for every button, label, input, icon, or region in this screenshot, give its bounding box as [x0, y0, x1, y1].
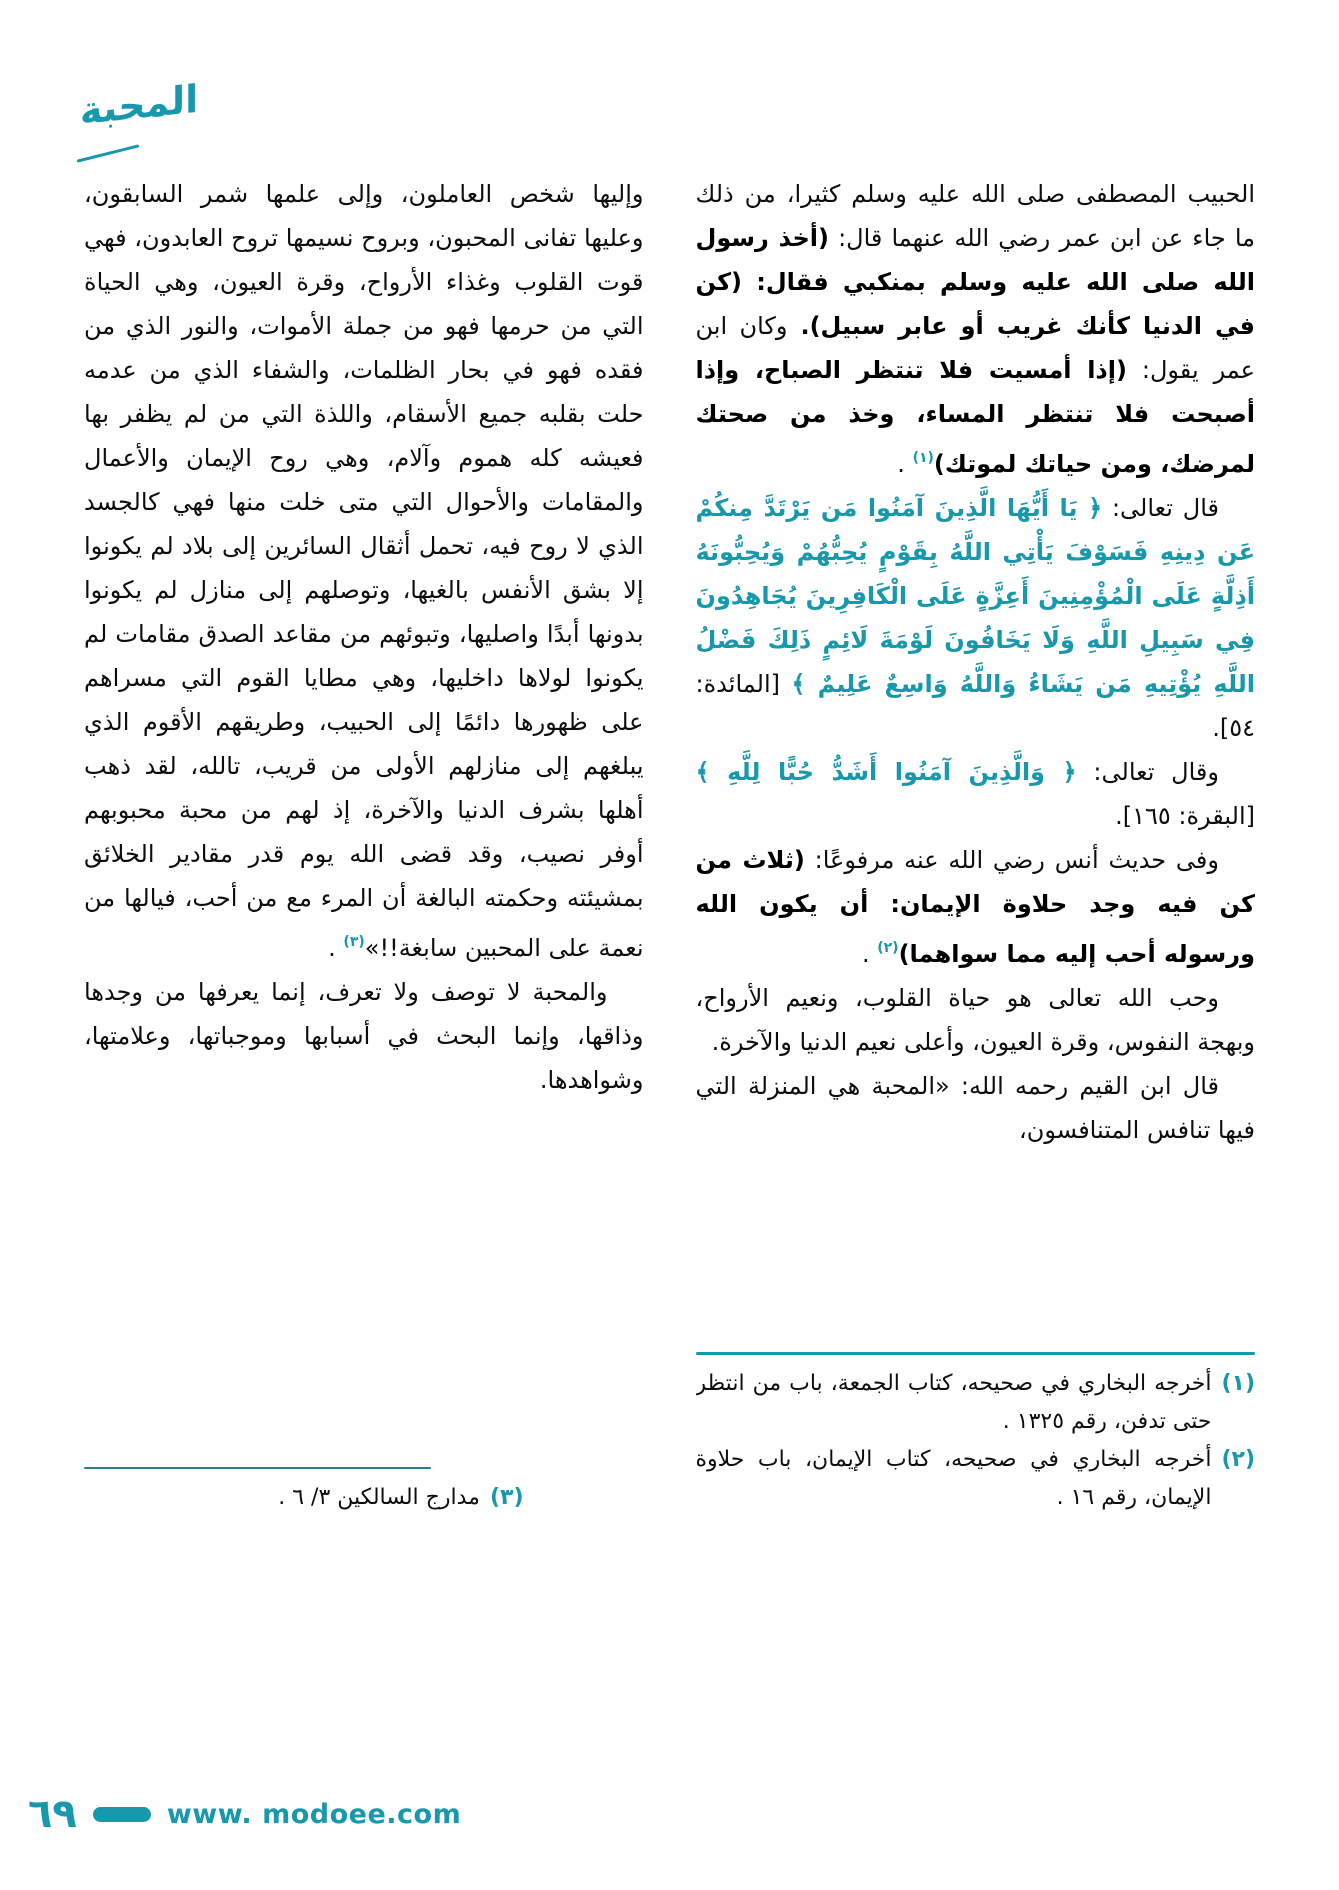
logo-swash-line — [77, 144, 140, 162]
page-footer — [28, 1791, 462, 1837]
footnote — [696, 1365, 1256, 1441]
text-run: . — [328, 934, 344, 962]
text-run: . — [861, 940, 878, 968]
website-url: www. modoee.com — [166, 1798, 462, 1830]
paragraph — [696, 838, 1256, 976]
text-run: الحبيب المصطفى صلى الله عليه وسلم كثيرا، من ذلك ما جاء عن ابن عمر رضي الله عنهما قال: — [695, 180, 1255, 252]
text-columns — [84, 172, 1255, 1517]
text-run: وحب الله تعالى هو حياة القلوب، ونعيم الأرواح، وبهجة النفوس، وقرة العيون، وأعلى نعيم الدنيا والآخرة. — [695, 984, 1255, 1056]
footnote — [84, 1479, 644, 1517]
emphasized-text: (أخذ رسول الله صلى الله عليه وسلم بمنكبي فقال: (كن في الدنيا كأنك غريب أو عابر سبيل). — [695, 224, 1255, 340]
emphasized-text: (ثلاث من كن فيه وجد حلاوة الإيمان: أن يكون الله ورسوله أحب إليه مما سواهما) — [695, 846, 1255, 968]
footnote-ref: (٣) — [343, 934, 365, 950]
footnote-text: أخرجه البخاري في صحيحه، كتاب الإيمان، باب حلاوة الإيمان، رقم ١٦ . — [695, 1447, 1212, 1510]
footnote-number: (٢) — [1221, 1447, 1255, 1472]
footnote-text: مدارج السالكين ٣/ ٦ . — [278, 1485, 480, 1510]
paragraph — [84, 172, 644, 970]
paragraph — [696, 976, 1256, 1064]
paragraph — [696, 486, 1256, 750]
text-run: . — [897, 450, 913, 478]
footnote-ref: (٢) — [877, 940, 899, 956]
footnote-separator-short — [84, 1467, 431, 1469]
page-number: ٦٩ — [28, 1791, 77, 1837]
text-run: قال ابن القيم رحمه الله: «المحبة هي المنزلة التي فيها تنافس المتنافسون، — [695, 1072, 1255, 1144]
footnotes-secondary — [84, 1461, 644, 1517]
text-run: وفى حديث أنس رضي الله عنه مرفوعًا: — [804, 846, 1219, 874]
footnotes-primary — [696, 1346, 1256, 1517]
text-run: [المائدة: ٥٤]. — [695, 670, 1255, 742]
paragraph — [696, 750, 1256, 838]
emphasized-text: (إذا أمسيت فلا تنتظر الصباح، وإذا أصبحت فلا تنتظر المساء، وخذ من صحتك لمرضك، ومن حياتك لموتك) — [695, 356, 1255, 478]
quran-verse: ﴿ وَالَّذِينَ آمَنُوا أَشَدُّ حُبًّا لِلَّهِ ﴾ — [695, 758, 1077, 786]
footer-accent-bar — [93, 1807, 151, 1822]
footnote-number: (١) — [1221, 1371, 1255, 1396]
text-run: قال تعالى: — [1102, 494, 1219, 522]
text-run: والمحبة لا توصف ولا تعرف، إنما يعرفها من وجدها وذاقها، وإنما البحث في أسبابها وموجباتها، وعلامتها، وشواهدها. — [84, 978, 644, 1094]
column-secondary-text — [84, 172, 644, 1102]
column-primary-text — [696, 172, 1256, 1152]
text-run: وكان ابن عمر يقول: — [695, 312, 1255, 384]
footnote-number: (٣) — [489, 1485, 524, 1510]
footnote-list-primary — [696, 1365, 1256, 1517]
text-run: وإليها شخص العاملون، وإلى علمها شمر السابقون، وعليها تفانى المحبون، وبروح نسيمها تروح العابدون، فهي قوت القلوب وغذاء الأرواح، وقرة العيون، وهي الحياة التي من حرمها فهو من جملة الأموات، والنور الذي من فقده فهو في بحار الظلمات، والشفاء الذي من عدمه حلت بقلبه جميع الأسقام، واللذة التي من لم يظفر بها فعيشه كله هموم وآلام، وهي روح الإيمان والأعمال والمقامات والأحوال التي متى خلت منها فهي كالجسد الذي لا روح فيه، تحمل أثقال السائرين إلى بلاد لم يكونوا إلا بشق الأنفس بالغيها، وتوصلهم إلى منازل لم يكونوا بدونها أبدًا واصليها، وتبوئهم من مقاعد الصدق مقامات لم يكونوا لولاها داخليها، وهي مطايا القوم التي مسراهم على ظهورها دائمًا إلى الحبيب، وطريقهم الأقوم الذي يبلغهم إلى منازلهم الأولى من قريب، تالله، لقد ذهب أهلها بشرف الدنيا والآخرة، إذ لهم من محبة محبوبهم أوفر نصيب، وقد قضى الله يوم قدر مقادير الخلائق بمشيئته وحكمته البالغة أن المرء مع من أحب، فيالها من نعمة على المحبين سابغة!!» — [84, 180, 644, 962]
text-run: [البقرة: ١٦٥]. — [1115, 802, 1255, 830]
footnote-separator — [696, 1352, 1256, 1355]
column-primary — [696, 172, 1256, 1517]
paragraph — [696, 172, 1256, 486]
section-logo: المحبة — [80, 76, 199, 134]
footnote-ref: (١) — [912, 450, 934, 466]
quran-verse: ﴿ يَا أَيُّهَا الَّذِينَ آمَنُوا مَن يَرْتَدَّ مِنكُمْ عَن دِينِهِ فَسَوْفَ يَأْتِي اللَّهُ بِقَوْمٍ يُحِبُّهُمْ وَيُحِبُّونَهُ أَذِلَّةٍ عَلَى الْمُؤْمِنِينَ أَعِزَّةٍ عَلَى الْكَافِرِينَ يُجَاهِدُونَ فِي سَبِيلِ اللَّهِ وَلَا يَخَافُونَ لَوْمَةَ لَائِمٍ ذَلِكَ فَضْلُ اللَّهِ يُؤْتِيهِ مَن يَشَاءُ وَاللَّهُ وَاسِعٌ عَلِيمٌ ﴾ — [695, 494, 1255, 698]
column-secondary — [84, 172, 644, 1517]
footnote-text: أخرجه البخاري في صحيحه، كتاب الجمعة، باب من انتظر حتى تدفن، رقم ١٣٢٥ . — [695, 1371, 1212, 1434]
footnote — [696, 1441, 1256, 1517]
text-run: وقال تعالى: — [1076, 758, 1219, 786]
footnote-list-secondary — [84, 1479, 644, 1517]
paragraph — [696, 1064, 1256, 1152]
paragraph — [84, 970, 644, 1102]
